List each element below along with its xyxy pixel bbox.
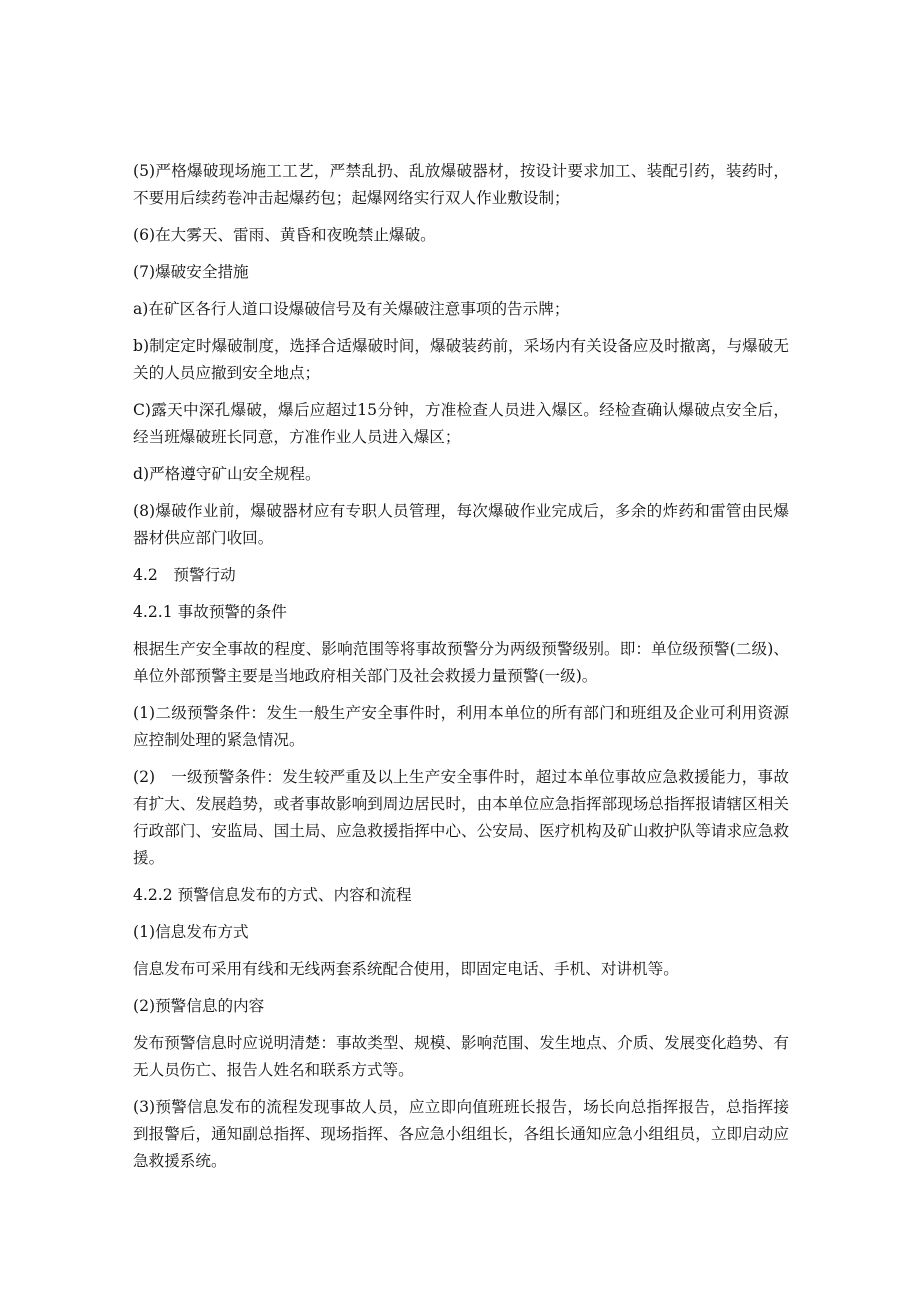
paragraph-level-two-condition: (1)二级预警条件：发生一般生产安全事件时，利用本单位的所有部门和班组及企业可利用资源应控制处理的紧急情况。 [133,704,789,749]
paragraph-release-method: 信息发布可采用有线和无线两套系统配合使用，即固定电话、手机、对讲机等。 [133,960,679,978]
section-heading-4-2: 4.2 预警行动 [133,566,236,584]
paragraph-release-process: (3)预警信息发布的流程发现事故人员，应立即向值班班长报告，场长向总指挥报告，总指挥接到报警后，通知副总指挥、现场指挥、各应急小组组长，各组长通知应急小组组员，立即启动应急救援系统。 [133,1098,789,1170]
paragraph-warning-levels: 根据生产安全事故的程度、影响范围等将事故预警分为两级预警级别。即：单位级预警(二级)、单位外部预警主要是当地政府相关部门及社会救援力量预警(一级)。 [133,640,789,685]
paragraph-release-method-title: (1)信息发布方式 [133,923,249,941]
section-heading-4-2-2: 4.2.2 预警信息发布的方式、内容和流程 [133,886,412,904]
paragraph-warning-content: 发布预警信息时应说明清楚：事故类型、规模、影响范围、发生地点、介质、发展变化趋势、有无人员伤亡、报告人姓名和联系方式等。 [133,1034,789,1079]
paragraph-blasting-process: (5)严格爆破现场施工工艺，严禁乱扔、乱放爆破器材，按设计要求加工、装配引药，装药时，不要用后续药卷冲击起爆药包；起爆网络实行双人作业敷设制； [133,162,789,207]
paragraph-measure-c: C)露天中深孔爆破，爆后应超过15分钟，方准检查人员进入爆区。经检查确认爆破点安全后，经当班爆破班长同意，方准作业人员进入爆区； [133,401,789,446]
paragraph-safety-measures-title: (7)爆破安全措施 [133,263,249,281]
document-page [133,158,789,1185]
paragraph-measure-b: b)制定定时爆破制度，选择合适爆破时间，爆破装药前，采场内有关设备应及时撤离，与爆破无关的人员应撤到安全地点； [133,337,789,382]
paragraph-measure-d: d)严格遵守矿山安全规程。 [133,465,321,483]
paragraph-level-one-condition: (2) 一级预警条件：发生较严重及以上生产安全事件时，超过本单位事故应急救援能力，事故有扩大、发展趋势，或者事故影响到周边居民时，由本单位应急指挥部现场总指挥报请辖区相关行政部门、安监局、国土局、应急救援指挥中心、公安局、医疗机构及矿山救护队等请求应急救援。 [133,768,789,867]
paragraph-measure-a: a)在矿区各行人道口设爆破信号及有关爆破注意事项的告示牌； [133,300,570,318]
paragraph-weather-prohibition: (6)在大雾天、雷雨、黄昏和夜晚禁止爆破。 [133,226,436,244]
paragraph-warning-content-title: (2)预警信息的内容 [133,997,265,1015]
paragraph-materials-management: (8)爆破作业前，爆破器材应有专职人员管理，每次爆破作业完成后，多余的炸药和雷管由民爆器材供应部门收回。 [133,502,789,547]
section-heading-4-2-1: 4.2.1 事故预警的条件 [133,603,287,621]
